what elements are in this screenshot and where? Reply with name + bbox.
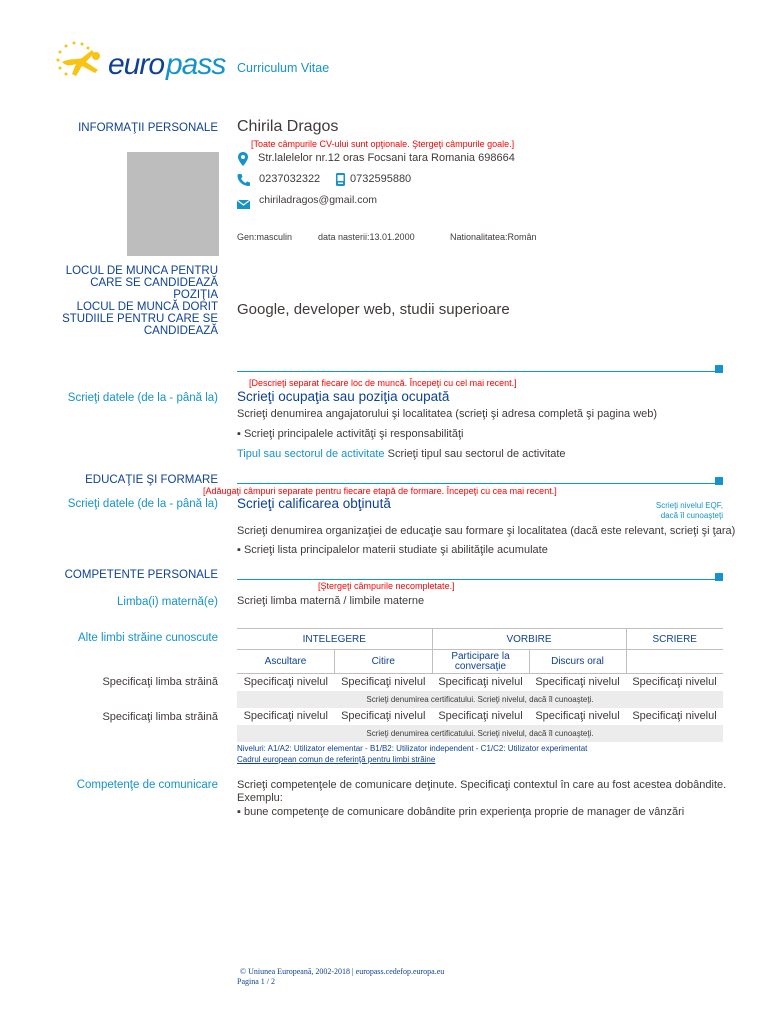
mobile-number: 0732595880 [350,173,412,185]
sector-label: Tipul sau sectorul de activitate [237,448,385,460]
address: Str.lalelelor nr.12 oras Focsani tara Romania 698664 [258,152,515,164]
section-rule-marker [715,573,723,581]
level-cell: Specificaţi nivelul [243,710,328,722]
email-icon [237,196,250,214]
target-label [38,265,218,337]
gender: Gen:masculin [237,232,293,242]
education-dates-label: Scrieţi datele (de la - până la) [67,498,218,510]
photo-placeholder [127,152,219,256]
language-row-label: Specificaţi limba străină [102,676,218,688]
footer-page-number: Pagina 1 / 2 [237,977,275,986]
experience-sector [237,448,566,461]
email-address[interactable]: chiriladragos@gmail.com [259,194,378,206]
subheader-production: Discurs oral [529,650,626,674]
mother-tongue-value: Scrieţi limba maternă / limbile materne [237,595,425,607]
phone-icon [237,173,250,191]
phone-number: 0237032322 [259,173,321,185]
target-label-line-2: CARE SE CANDIDEAZĂ [90,277,218,289]
experience-position: Scrieţi ocupaţia sau poziţia ocupată [237,389,450,404]
location-icon [238,152,248,171]
section-label-skills: COMPETENTE PERSONALE [64,569,218,581]
footer-copyright: © Uniunea Europeană, 2002-2018 | europass.cedefop.europa.eu [240,967,445,976]
framework-link[interactable]: Cadrul european comun de referinţă pentru limbi străine [237,755,436,764]
section-rule-education [237,483,717,484]
logo-text-euro: euro [108,48,165,81]
education-note: [Adăugaţi câmpuri separate pentru fiecare etapă de formare. Începeţi cu cea mai recent.] [203,486,557,496]
communication-text-1: Scrieţi competenţele de comunicare deţinute. Specificaţi contextul în care au fost acestea dobândite. [237,779,727,791]
target-label-line-5: STUDIILE PENTRU CARE SE [62,313,218,325]
level-cell: Specificaţi nivelul [243,676,328,689]
europass-figure-icon [52,40,112,88]
section-rule-skills [237,579,717,580]
header-speaking: VORBIRE [432,629,626,650]
skills-note: [Ştergeţi câmpurile necompletate.] [318,581,455,591]
nationality: Nationalitatea:Român [450,232,537,242]
subheader-reading: Citire [335,650,433,674]
mother-tongue-label: Limba(i) maternă(e) [117,596,218,608]
subheader-writing-empty [626,650,723,674]
education-organisation: Scrieţi denumirea organizaţiei de educaţie sau formare şi localitatea (dacă este relevant, scrieţi şi ţara) [237,525,736,537]
eqf-level-note [656,501,723,521]
level-cell: Specificaţi nivelul [632,710,717,722]
full-name: Chirila Dragos [237,118,339,135]
level-cell: Specificaţi nivelul [535,710,620,722]
document-title: Curriculum Vitae [237,61,330,75]
experience-employer: Scrieţi denumirea angajatorului şi localitatea (scrieţi şi adresa completă şi pagina web) [237,408,658,420]
target-label-line-6: CANDIDEAZĂ [143,325,218,337]
certificate-cell: Scrieţi denumirea certificatului. Scrieţi nivelul, dacă îl cunoaşteţi. [237,725,723,742]
communication-text-2: Exemplu: [237,792,283,804]
languages-table [237,628,723,742]
levels-legend: Niveluri: A1/A2: Utilizator elementar - B1/B2: Utilizator independent - C1/C2: Utilizator experimentat [237,744,588,753]
certificate-cell: Scrieţi denumirea certificatului. Scrieţi nivelul, dacă îl cunoaşteţi. [237,691,723,708]
section-label-personal: INFORMAŢII PERSONALE [78,122,218,134]
experience-dates-label: Scrieţi datele (de la - până la) [67,392,218,404]
target-value: Google, developer web, studii superioare [237,301,510,318]
language-row-label: Specificaţi limba străină [102,711,218,723]
education-subjects: ▪ Scrieţi lista principalelor materii studiate şi abilităţile acumulate [237,544,548,556]
level-cell: Specificaţi nivelul [341,676,426,689]
subheader-interaction-line-1: Participare la [451,650,510,662]
level-cell: Specificaţi nivelul [535,676,620,689]
target-label-line-4: LOCUL DE MUNCĂ DORIT [76,301,218,313]
eqf-level-line-2: dacă îl cunoaşteţi [660,511,723,520]
optional-fields-note: [Toate câmpurile CV-ului sunt opţionale. Ştergeţi câmpurile goale.] [251,139,515,149]
other-languages-label: Alte limbi străine cunoscute [78,632,218,644]
section-rule-experience [237,371,717,372]
birth-date: data nasterii:13.01.2000 [318,232,415,242]
level-cell: Specificaţi nivelul [438,710,523,722]
europass-logo [52,40,226,90]
communication-skills-label: Competenţe de comunicare [76,779,218,791]
sector-value: Scrieţi tipul sau sectorul de activitate [384,448,566,460]
section-label-education: EDUCAŢIE ŞI FORMARE [85,474,218,486]
subheader-interaction-line-2: conversaţie [454,660,507,672]
target-label-line-3: POZIŢIA [173,289,218,301]
header-understanding: INTELEGERE [237,629,432,650]
level-cell: Specificaţi nivelul [341,710,426,722]
section-rule-marker [715,365,723,373]
subheader-interaction [432,650,529,674]
communication-text-3: ▪ bune competenţe de comunicare dobândite prin experienţa proprie de manager de vânzări [237,806,685,818]
subheader-listening: Ascultare [237,650,335,674]
level-cell: Specificaţi nivelul [632,676,717,689]
mobile-icon [336,173,345,191]
level-cell: Specificaţi nivelul [438,676,523,689]
target-label-line-1: LOCUL DE MUNCA PENTRU [65,265,218,277]
experience-activities: ▪ Scrieţi principalele activităţi şi responsabilităţi [237,428,464,440]
section-rule-marker [715,477,723,485]
header-writing: SCRIERE [652,633,697,645]
experience-note: [Descrieţi separat fiecare loc de muncă. Începeţi cu cel mai recent.] [249,378,517,388]
logo-text-pass: pass [166,48,226,81]
eqf-level-line-1: Scrieţi nivelul EQF, [655,501,723,510]
education-qualification: Scrieţi calificarea obţinută [237,496,391,511]
